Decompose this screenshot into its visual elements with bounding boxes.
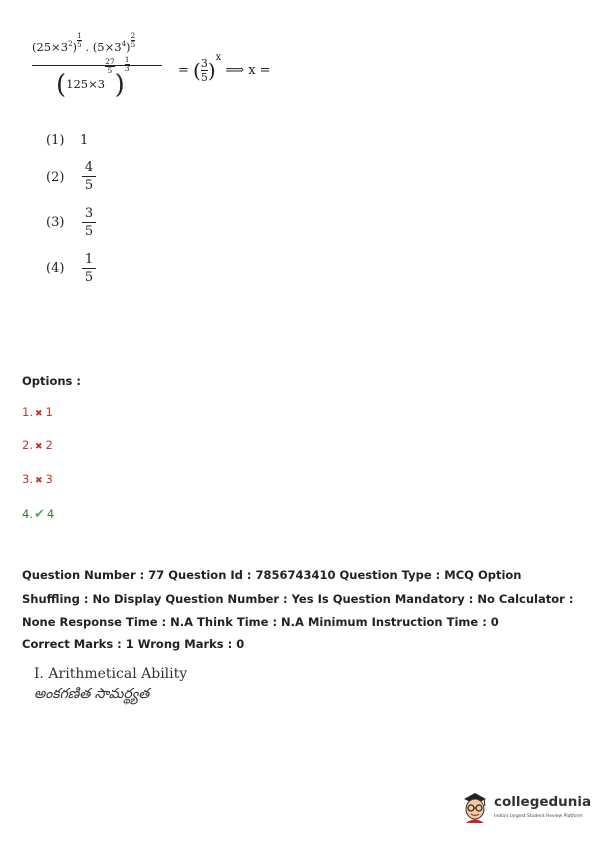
numerator-term-a-exponent: 2 (68, 40, 73, 49)
check-icon: ✔ (33, 507, 45, 522)
denominator-power (125, 56, 130, 73)
logo-wordmark: collegedunia (494, 794, 592, 810)
option-number: 4. (22, 507, 33, 521)
option-3 (22, 472, 53, 486)
choice-label: (1) (46, 133, 65, 148)
equation-denominator: ($125\times 3\frac{27}{5}$ )$\frac{1}{3}$ (56, 55, 130, 100)
option-number: 1. (22, 405, 33, 419)
rhs-denominator: 5 (200, 71, 208, 84)
cross-icon: ✖ (34, 442, 43, 452)
denominator-term: 125×3 (66, 77, 106, 91)
logo-tagline: India's largest Student Review Platform (494, 814, 583, 819)
option-4 (22, 507, 54, 522)
power-denominator: 5 (77, 40, 82, 49)
choice-numerator: 3 (84, 206, 94, 221)
power-denominator: 5 (130, 40, 136, 49)
power-denominator: 5 (105, 66, 115, 75)
choice-2 (46, 170, 80, 185)
equals-sign: = (178, 63, 189, 78)
section-title: I. Arithmetical Ability (34, 666, 188, 682)
student-mascot-icon (460, 790, 490, 824)
question-meta: Question Number : 77 Question Id : 7856743410 Question Type : MCQ Option Shuffling : No Display Question Number : Yes Is Question Mandatory : No Calculator : None Response Time : N.A Think Time : N.A Minimum Instruction Time : 0 (22, 568, 574, 629)
power-numerator: 2 (130, 31, 136, 40)
choice-denominator: 5 (82, 268, 96, 286)
option-value: 1 (45, 405, 53, 419)
power-numerator: 1 (124, 55, 130, 64)
numerator-term-b-exponent: 4 (121, 40, 127, 49)
option-2 (22, 438, 53, 452)
choice-label: (3) (46, 215, 65, 230)
numerator-term-b-close: ) (126, 40, 131, 54)
choice-4 (46, 261, 80, 276)
choice-value: 1 (80, 133, 89, 148)
section-title-telugu: అంకగణిత సామర్థ్యత (34, 686, 150, 702)
choice-3 (46, 215, 80, 230)
rhs-fraction (201, 57, 208, 84)
option-value: 2 (45, 438, 53, 452)
options-heading: Options : (22, 374, 81, 388)
choice-1 (46, 133, 88, 148)
cross-icon: ✖ (34, 409, 43, 419)
numerator-term-a: (25×3 (32, 40, 69, 54)
choice-label: (4) (46, 261, 65, 276)
power-numerator: 1 (77, 31, 82, 40)
choice-3-fraction (82, 205, 96, 240)
cross-icon: ✖ (34, 476, 43, 486)
rhs-tail: ⟹ x = (225, 63, 271, 78)
marks-info: Correct Marks : 1 Wrong Marks : 0 (22, 637, 245, 651)
equation-rhs: = ($\frac{3}{5}$ )$^x$ ⟹ x = (178, 52, 271, 84)
choice-numerator: 4 (84, 160, 94, 175)
option-value: 4 (46, 507, 55, 521)
numerator-term-b: (5×3 (92, 40, 122, 54)
equation-numerator (32, 31, 136, 54)
option-number: 2. (22, 438, 33, 452)
fraction-bar (32, 65, 162, 66)
collegedunia-logo (460, 790, 592, 830)
numerator-term-a-close: ) (72, 40, 78, 54)
power-denominator: 3 (124, 64, 130, 73)
rhs-exponent: x (215, 52, 222, 63)
option-number: 3. (22, 472, 33, 486)
multiply-dot: . (81, 40, 93, 54)
choice-4-fraction (82, 251, 96, 286)
choice-2-fraction (82, 159, 96, 194)
choice-label: (2) (46, 170, 65, 185)
rhs-numerator: 3 (200, 57, 208, 70)
choice-denominator: 5 (82, 222, 96, 240)
option-value: 3 (45, 472, 53, 486)
choice-denominator: 5 (82, 176, 96, 194)
option-1 (22, 405, 53, 419)
denominator-exponent (105, 58, 115, 75)
numerator-term-b-power (131, 32, 136, 49)
power-numerator: 27 (105, 57, 115, 66)
choice-numerator: 1 (84, 252, 94, 267)
